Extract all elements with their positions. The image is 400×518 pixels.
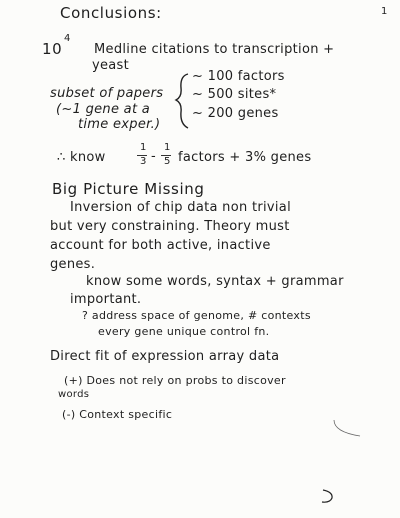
sites-count: ~ 500 sites*	[192, 87, 277, 102]
page-title: Conclusions:	[60, 4, 162, 22]
fraction-1-numerator: 1	[140, 142, 147, 153]
direct-fit-minus-line: (-) Context specific	[62, 408, 173, 421]
address-space-line-1: ? address space of genome, # contexts	[82, 309, 311, 322]
address-space-line-2: every gene unique control fn.	[98, 325, 270, 338]
fraction-2-numerator: 1	[164, 142, 171, 153]
summary-line-2: yeast	[92, 58, 130, 73]
page-number: 1	[381, 6, 388, 17]
big-picture-heading: Big Picture Missing	[52, 180, 205, 198]
big-picture-line-1: Inversion of chip data non trivial	[70, 200, 291, 215]
direct-fit-heading: Direct fit of expression array data	[50, 349, 280, 364]
big-picture-line-4: genes.	[50, 257, 96, 272]
know-words-line-2: important.	[70, 292, 142, 307]
fraction-1-denominator: 3	[140, 156, 147, 167]
fraction-2-denominator: 5	[164, 156, 171, 167]
subset-label-1: subset of papers	[50, 86, 164, 101]
factors-count: ~ 100 factors	[192, 69, 285, 84]
fraction-dash: -	[151, 149, 156, 164]
subset-label-3: time exper.)	[78, 117, 161, 132]
summary-line-1: Medline citations to transcription +	[94, 42, 335, 57]
count-base: 10	[42, 40, 63, 58]
count-exponent: 4	[64, 33, 71, 44]
therefore-rest: factors + 3% genes	[178, 150, 312, 165]
direct-fit-plus-line-1: (+) Does not rely on probs to discover	[64, 374, 286, 387]
big-picture-line-3: account for both active, inactive	[50, 238, 271, 253]
big-picture-line-2: but very constraining. Theory must	[50, 219, 290, 234]
therefore-know: ∴ know	[57, 150, 106, 165]
know-words-line-1: know some words, syntax + grammar	[86, 274, 344, 289]
subset-label-2: (~1 gene at a	[56, 102, 151, 117]
genes-count: ~ 200 genes	[192, 106, 279, 121]
direct-fit-plus-line-2: words	[58, 389, 90, 400]
